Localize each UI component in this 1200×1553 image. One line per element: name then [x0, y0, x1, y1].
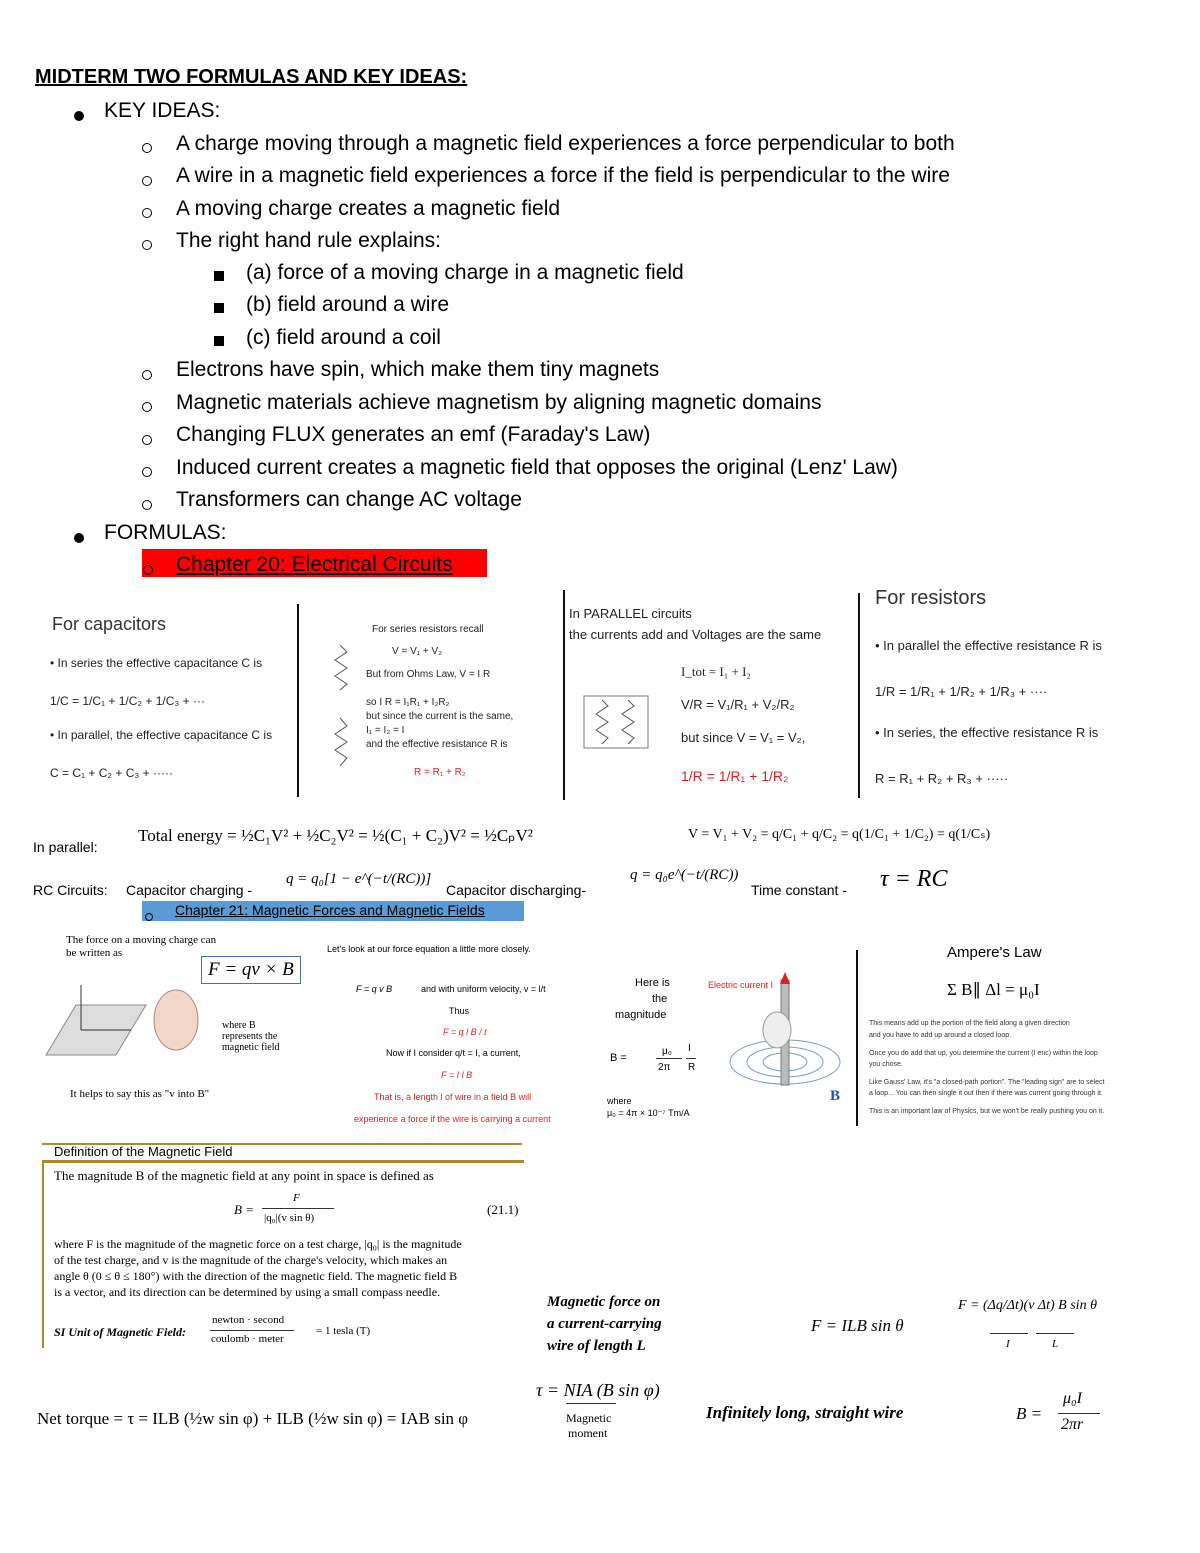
key-idea-item: Magnetic materials achieve magnetism by aligning magnetic domains: [176, 391, 822, 414]
rc-charging-label: Capacitor charging -: [126, 882, 253, 898]
wire-experience: experience a force if the wire is carrying a current: [354, 1114, 551, 1124]
wire-thus: Thus: [449, 1006, 470, 1016]
capacitors-parallel-formula: C = C₁ + C₂ + C₃ + ·····: [50, 766, 173, 780]
ampere-t4: you chose.: [869, 1061, 903, 1068]
ampere-t5: Like Gauss' Law, it's "a closed-path portion". The "leading sign" are to select: [869, 1079, 1105, 1086]
parallel-l3: but since V = V₁ = V₂,: [681, 730, 806, 745]
time-constant-formula: τ = RC: [880, 866, 948, 892]
resistors-parallel-text: • In parallel the effective resistance R is: [875, 638, 1102, 653]
definition-side-rule: [42, 1160, 44, 1348]
chapter20-heading: Chapter 20: Electrical Circuits: [176, 553, 453, 576]
energy-label: In parallel:: [33, 839, 98, 855]
si-num: newton · second: [212, 1314, 285, 1326]
series-l3: so I R = I₁R₁ + I₂R₂: [366, 697, 450, 708]
ampere-t6: a loop... You can then single it out then if there was current going through it.: [869, 1090, 1103, 1097]
key-idea-item: Transformers can change AC voltage: [176, 488, 522, 511]
hollow-bullet-icon: [142, 464, 152, 482]
hollow-bullet-icon: [145, 908, 153, 926]
underbrace: [990, 1333, 1028, 1334]
underbrace-L: L: [1052, 1338, 1059, 1350]
force-formula: F = qv × B: [201, 956, 301, 984]
definition-heading: Definition of the Magnetic Field: [54, 1144, 233, 1159]
magnitude-l2: the: [652, 993, 668, 1005]
hollow-bullet-icon: [142, 399, 152, 417]
chapter21-heading: Chapter 21: Magnetic Forces and Magnetic Fields: [175, 902, 485, 918]
wire-eq2: F = q l B / t: [443, 1027, 487, 1037]
series-resistors-heading: For series resistors recall: [372, 624, 484, 635]
underbrace: [566, 1403, 616, 1404]
wire-field-diagram: [725, 970, 855, 1100]
hollow-bullet-icon: [142, 497, 152, 515]
definition-text: The magnitude B of the magnetic field at any point in space is defined as: [54, 1168, 434, 1183]
key-idea-item: A moving charge creates a magnetic field: [176, 197, 561, 220]
infinite-wire-lhs: B =: [1016, 1404, 1043, 1423]
hollow-bullet-icon: [142, 367, 152, 385]
fraction-bar: [210, 1330, 294, 1331]
definition-den: |q₀|(v sin θ): [264, 1212, 315, 1224]
hollow-bullet-icon: [142, 140, 152, 158]
magnitude-mu: μ₀: [662, 1046, 672, 1057]
fraction-bar: [656, 1058, 682, 1059]
parallel-heading2: the currents add and Voltages are the same: [569, 627, 822, 642]
hollow-bullet-icon: [142, 173, 152, 191]
ampere-t1: This means add up the portion of the field along a given direction: [869, 1020, 1070, 1027]
underbrace-I: I: [1006, 1338, 1010, 1350]
hollow-bullet-icon: [142, 205, 152, 223]
capacitors-series-text: • In series the effective capacitance C is: [50, 656, 263, 670]
rc-charging-formula: q = q₀[1 − e^(−t/(RC))]: [286, 871, 432, 887]
time-constant-label: Time constant -: [751, 882, 847, 898]
infinite-wire-num: μ₀I: [1063, 1390, 1082, 1407]
wire-eq1: F = q v B: [356, 984, 393, 994]
magnitude-where: where: [607, 1096, 632, 1106]
wire-intro: Let's look at our force equation a little more closely.: [327, 944, 531, 954]
fraction-bar: [262, 1208, 334, 1209]
parallel-l2: V/R = V₁/R₁ + V₂/R₂: [681, 697, 795, 712]
ampere-heading: Ampere's Law: [947, 944, 1042, 961]
key-idea-item: A wire in a magnetic field experiences a force if the field is perpendicular to the wire: [176, 164, 950, 187]
series-resistor-diagram: [305, 640, 355, 770]
torque-moment1: Magnetic: [566, 1411, 612, 1425]
ampere-t2: and you have to add up around a closed loop.: [869, 1032, 1012, 1039]
divider: [297, 604, 299, 797]
force-text1: The force on a moving charge can: [66, 934, 217, 946]
key-idea-item: Electrons have spin, which make them tiny magnets: [176, 358, 660, 381]
energy-formula: Total energy = ½C₁V² + ½C₂V² = ½(C₁ + C₂)V² = ½CₚV²: [138, 826, 533, 845]
hollow-bullet-icon: [142, 432, 152, 450]
rhr-item: (a) force of a moving charge in a magnetic field: [246, 261, 684, 284]
divider: [858, 593, 860, 798]
fraction-bar: [1058, 1413, 1100, 1414]
series-l7: R = R₁ + R₂: [414, 767, 466, 778]
key-idea-item: The right hand rule explains:: [176, 229, 441, 252]
parallel-heading1: In PARALLEL circuits: [569, 606, 692, 621]
definition-num: F: [293, 1192, 300, 1204]
parallel-l4: 1/R = 1/R₁ + 1/R₂: [681, 768, 789, 784]
key-ideas-label: KEY IDEAS:: [104, 99, 221, 122]
divider: [563, 590, 565, 800]
capacitors-heading: For capacitors: [52, 614, 167, 634]
resistors-series-formula: R = R₁ + R₂ + R₃ + ·····: [875, 771, 1009, 786]
force-helps: It helps to say this as "v into B": [70, 1088, 210, 1100]
definition-where4: is a vector, and its direction can be determined by using a small compass needle.: [54, 1285, 441, 1299]
magnitude-lhs: B =: [610, 1052, 627, 1064]
rc-discharging-formula: q = q₀e^(−t/(RC)): [630, 867, 739, 883]
page-title: MIDTERM TWO FORMULAS AND KEY IDEAS:: [35, 66, 468, 88]
infinite-wire-label: Infinitely long, straight wire: [706, 1403, 904, 1422]
key-idea-item: Changing FLUX generates an emf (Faraday's Law): [176, 423, 651, 446]
parallel-resistor-diagram: [582, 690, 652, 760]
definition-eqnum: (21.1): [487, 1202, 519, 1217]
fraction-bar: [686, 1058, 696, 1059]
definition-where3: angle θ (0 ≤ θ ≤ 180°) with the direction of the magnetic field. The magnetic field B: [54, 1269, 458, 1283]
key-idea-item: Induced current creates a magnetic field that opposes the original (Lenz' Law): [176, 456, 898, 479]
ampere-t7: This is an important law of Physics, but we won't be really pushing you on it.: [869, 1108, 1105, 1115]
square-bullet-icon: [214, 333, 224, 351]
hollow-bullet-icon: [142, 237, 152, 255]
current-label: Electric current I: [708, 980, 774, 990]
wire-that-is: That is, a length l of wire in a field B will: [374, 1092, 532, 1102]
ampere-t3: Once you do add that up, you determine the current (I enc) within the loop: [869, 1050, 1098, 1057]
infinite-wire-den: 2πr: [1061, 1416, 1084, 1433]
si-den: coulomb · meter: [211, 1333, 284, 1345]
series-l5: I₁ = I₂ = I: [366, 725, 405, 736]
key-ideas-bullet: [74, 108, 84, 126]
magnitude-R: R: [688, 1062, 696, 1073]
divider: [856, 950, 858, 1126]
series-l4: but since the current is the same,: [366, 711, 514, 722]
torque-tau: τ = NIA (B sin φ): [536, 1380, 660, 1400]
voltage-formula: V = V₁ + V₂ = q/C₁ + q/C₂ = q(1/C₁ + 1/C₂) = q(1/Cₛ): [688, 827, 991, 842]
parallel-l1: I_tot = I₁ + I₂: [681, 664, 751, 679]
magnitude-I: I: [688, 1043, 691, 1054]
magnitude-2pi: 2π: [658, 1062, 671, 1073]
key-idea-item: A charge moving through a magnetic field experiences a force perpendicular to both: [176, 132, 955, 155]
definition-rule: [42, 1160, 524, 1163]
right-hand-rule-diagram: [36, 975, 216, 1065]
rhr-item: (c) field around a coil: [246, 326, 441, 349]
square-bullet-icon: [214, 268, 224, 286]
current-wire-formula: F = ILB sin θ: [811, 1316, 904, 1335]
magnitude-l1: Here is: [635, 977, 670, 989]
resistors-heading: For resistors: [875, 587, 987, 609]
wire-eq1-note: and with uniform velocity, v = l/t: [421, 984, 546, 994]
series-l1: V = V₁ + V₂: [392, 646, 443, 657]
series-l6: and the effective resistance R is: [366, 739, 508, 750]
wire-now: Now if I consider q/t = I, a current,: [386, 1048, 521, 1058]
torque-moment2: moment: [568, 1426, 608, 1440]
formulas-bullet: [74, 530, 84, 548]
b-field-label: B: [830, 1088, 841, 1104]
underbrace: [1036, 1333, 1074, 1334]
hollow-bullet-icon: [143, 562, 153, 580]
definition-where1: where F is the magnitude of the magnetic force on a test charge, |q₀| is the magnitude: [54, 1237, 462, 1251]
rc-discharging-label: Capacitor discharging-: [446, 882, 587, 898]
definition-where2: of the test charge, and v is the magnitude of the charge's velocity, which makes an: [54, 1253, 448, 1267]
si-label: SI Unit of Magnetic Field:: [54, 1325, 187, 1339]
capacitors-series-formula: 1/C = 1/C₁ + 1/C₂ + 1/C₃ + ···: [50, 694, 205, 708]
resistors-series-text: • In series, the effective resistance R is: [875, 725, 1099, 740]
rc-label: RC Circuits:: [33, 882, 108, 898]
current-wire-l1: Magnetic force on: [547, 1294, 661, 1310]
net-torque: Net torque = τ = ILB (½w sin φ) + ILB (½w sin φ) = IAB sin φ: [37, 1409, 469, 1428]
current-wire-l3: wire of length L: [547, 1338, 646, 1354]
ampere-formula: Σ B∥ Δl = μ₀I: [947, 980, 1040, 999]
force-text2: be written as: [66, 947, 123, 959]
current-wire-f-rhs: F = (Δq/Δt)(v Δt) B sin θ: [958, 1298, 1097, 1313]
square-bullet-icon: [214, 300, 224, 318]
wire-eq3: F = I l B: [441, 1070, 473, 1080]
magnitude-l3: magnitude: [615, 1009, 667, 1021]
si-eq: = 1 tesla (T): [316, 1325, 371, 1337]
formulas-label: FORMULAS:: [104, 521, 227, 544]
resistors-parallel-formula: 1/R = 1/R₁ + 1/R₂ + 1/R₃ + ····: [875, 684, 1048, 699]
capacitors-parallel-text: • In parallel, the effective capacitance C is: [50, 728, 273, 742]
current-wire-l2: a current-carrying: [547, 1316, 662, 1332]
magnitude-mu-value: μ₀ = 4π × 10⁻⁷ Tm/A: [607, 1108, 690, 1118]
definition-lhs: B =: [234, 1202, 254, 1217]
force-where: where B represents the magnetic field: [222, 1020, 280, 1053]
rhr-item: (b) field around a wire: [246, 293, 450, 316]
series-l2: But from Ohms Law, V = I R: [366, 669, 491, 680]
